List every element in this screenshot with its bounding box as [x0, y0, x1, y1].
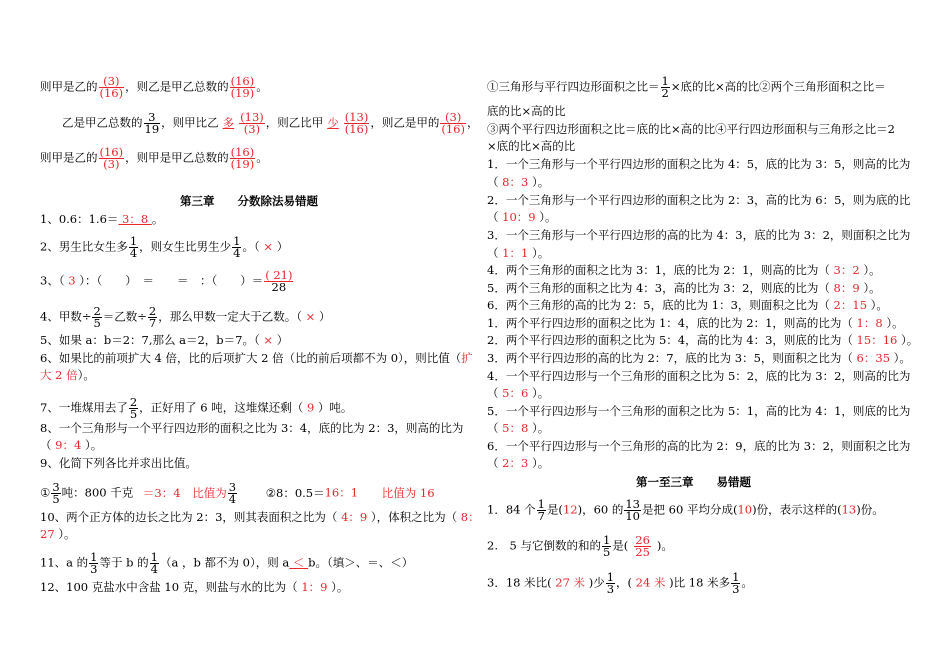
fraction: $\frac{1}{2}$: [661, 74, 669, 100]
right-single-4: 1．两个平行四边形的面积之比为 1：4，底的比为 2：1，则高的比为（ 1：8 ）。: [487, 316, 904, 330]
fraction: $\frac{(16)}{(19)}$: [230, 74, 255, 100]
right-item2-2: 5．一个平行四边形与一个三角形的面积之比为 5：1，高的比为 4：1，则底的比为: [487, 404, 911, 418]
fraction: $\frac{1}{5}$: [602, 533, 611, 559]
fraction: $\frac{2}{5}$: [129, 395, 138, 421]
fraction: $\frac{1}{7}$: [537, 497, 545, 523]
right-item-3: 3．一个三角形与一个平行四边形的高的比为 4：3，底的比为 3：2，则面积之比为: [487, 228, 911, 242]
fraction: $\frac{2}{5}$: [93, 304, 101, 330]
right-item2-3-cont: （ 2：3 ）。: [487, 456, 550, 470]
right-item2-1: 4．一个平行四边形与一个三角形的面积之比为 5：2，底的比为 3：2，则高的比为: [487, 369, 911, 383]
question-3: 3、（ 3 ）：（ ） ＝ ＝ ：（ ）＝ $\frac{( 21)}{28}$: [40, 268, 293, 294]
question-7: 7、一堆煤用去了 $\frac{2}{5}$ ，正好用了 6 吨，这堆煤还剩（ 9 ）吨。: [40, 395, 353, 421]
fraction: $\frac{13}{10}$: [625, 497, 640, 523]
fraction: $\frac{(13)}{(3)}$: [240, 110, 264, 136]
rule-line-1: ①三角形与平行四边形面积之比＝ $\frac{1}{2}$ ×底的比×高的比②两个三角形面积之比＝: [487, 74, 886, 100]
rule-line-2: 底的比×高的比: [487, 104, 566, 118]
fraction: $\frac{1}{3}$: [90, 550, 98, 576]
fraction: $\frac{1}{4}$: [233, 234, 241, 260]
right-single-2: 5．两个三角形的面积之比为 4：3，高的比为 3：2，则底的比为（ 8：9 ）。: [487, 281, 881, 295]
fraction: $\frac{( 21)}{28}$: [265, 268, 293, 294]
chapter-title: 第三章 分数除法易错题: [180, 194, 318, 208]
right-single-1: 4．两个三角形的面积之比为 3：1，底的比为 2：1，则高的比为（ 3：2 ）。: [487, 263, 881, 277]
section-title: 第一至三章 易错题: [636, 475, 751, 489]
right-item-1: 1．一个三角形与一个平行四边形的面积之比为 4：5，底的比为 3：5，则高的比为: [487, 157, 911, 171]
right-item-3-cont: （ 1：1 ）。: [487, 246, 550, 260]
question-9: 9、化简下列各比并求出比值。: [40, 456, 197, 470]
right-item2-2-cont: （ 5：8 ）。: [487, 421, 550, 435]
question-10-cont: 27 ）。: [40, 527, 76, 541]
fraction: $\frac{1}{4}$: [150, 550, 158, 576]
question-11: 11、a 的 $\frac{1}{3}$ 等于 b 的 $\frac{1}{4}$ （a ，b 都不为 0），则 a ＜ b。（填＞、＝、＜）: [40, 550, 414, 576]
rule-line-4: ×底的比×高的比: [487, 139, 576, 153]
fraction: $\frac{(13)}{(16)}$: [344, 110, 369, 136]
question-6-cont: 大 2 倍）。: [40, 368, 95, 382]
fraction: $\frac{1}{3}$: [606, 570, 615, 596]
question-12: 12、100 克盐水中含盐 10 克，则盐与水的比为（ 1：9 ）。: [40, 580, 349, 594]
error-question-3: 3．18 米比( 27 米 )少 $\frac{1}{3}$ ，( 24 米 )比 18 米多 $\frac{1}{3}$ 。: [487, 570, 753, 596]
left-line-1: 则甲是乙的 $\frac{(3)}{(16)}$ ，则乙是甲乙总数的 $\frac{(16)}{(19)}$ 。: [40, 74, 268, 100]
right-single-6: 3．两个平行四边形的高的比为 2：7，底的比为 3：5，则面积之比为（ 6：35 ）。: [487, 351, 911, 365]
rule-line-3: ③两个平行四边形面积之比＝底的比×高的比④平行四边形面积与三角形之比＝2: [487, 122, 895, 136]
question-4: 4、甲数÷ $\frac{2}{5}$ ＝乙数÷ $\frac{2}{7}$ ，那么甲数一定大于乙数。（ × ）: [40, 304, 331, 330]
question-8: 8、一个三角形与一个平行四边形的面积之比为 3：4，底的比为 2：3，则高的比为: [40, 421, 464, 435]
fraction: $\frac{2}{7}$: [148, 304, 157, 330]
fraction: $\frac{26}{25}$: [635, 533, 650, 559]
left-line-2: 乙是甲乙总数的 $\frac{3}{19}$ ，则甲比乙 多 $\frac{(13)}{(3)}$ ，则乙比甲 少 $\frac{(13)}{(16)}$ ，则乙是甲的 $\frac{(3)}{(16)}$ ，: [62, 110, 479, 136]
question-5: 5、如果 a：b＝2：7,那么 a＝2，b＝7。（ × ）: [40, 333, 289, 347]
right-item-2-cont: （ 10：9 ）。: [487, 210, 557, 224]
fraction: $\frac{1}{4}$: [129, 234, 138, 260]
right-item2-3: 6．一个平行四边形与一个三角形的高的比为 2：9，底的比为 3：2，则面积之比为: [487, 439, 911, 453]
right-item-1-cont: （ 8：3 ）。: [487, 175, 550, 189]
right-single-5: 2．两个平行四边形的面积之比为 5：4，高的比为 4：3，则底的比为（ 15：16 ）。: [487, 333, 919, 347]
fraction: $\frac{1}{3}$: [732, 570, 740, 596]
question-8-cont: （ 9：4 ）。: [40, 438, 103, 452]
question-6: 6、如果比的前项扩大 4 倍，比的后项扩大 2 倍（比的前后项都不为 0），则比值（扩: [40, 351, 473, 365]
error-question-1: 1．84 个 $\frac{1}{7}$ 是(12)，60 的 $\frac{13}{10}$ 是把 60 平均分成(10)份，表示这样的(13)份。: [487, 497, 884, 523]
fraction: $\frac{3}{19}$: [144, 110, 160, 136]
fraction: $\frac{3}{4}$: [228, 480, 237, 506]
question-2: 2、男生比女生多 $\frac{1}{4}$ ，则女生比男生少 $\frac{1}{4}$ 。（ × ）: [40, 234, 289, 260]
question-9-parts: ① $\frac{3}{5}$ 吨：800 千克 ＝3：4 比值为 $\frac{3}{4}$ ②8：0.5＝16：1 比值为 16: [40, 480, 435, 506]
fraction: $\frac{(3)}{(16)}$: [99, 74, 124, 100]
fraction: $\frac{(16)}{(19)}$: [230, 145, 255, 171]
fraction: $\frac{(16)}{(3)}$: [99, 145, 124, 171]
error-question-2: 2. 5 与它倒数的和的 $\frac{1}{5}$ 是( $\frac{26}{25}$ )。: [487, 533, 673, 559]
right-item-2: 2．一个三角形与一个平行四边形的面积之比为 2：3，高的比为 6：5，则为底的比: [487, 193, 911, 207]
question-1: 1、0.6：1.6＝ 3：8 。: [40, 212, 164, 226]
right-item2-1-cont: （ 5：6 ）。: [487, 386, 550, 400]
fraction: $\frac{(3)}{(16)}$: [441, 110, 465, 136]
right-single-3: 6．两个三角形的高的比为 2：5，底的比为 1：3，则面积之比为（ 2：15 ）。: [487, 298, 888, 312]
question-10: 10、两个正方体的边长之比为 2：3，则其表面积之比为（ 4：9 ），体积之比为（ 8：: [40, 510, 480, 524]
left-line-3: 则甲是乙的 $\frac{(16)}{(3)}$ ，则甲是甲乙总数的 $\frac{(16)}{(19)}$ 。: [40, 145, 268, 171]
fraction: $\frac{3}{5}$: [52, 480, 60, 506]
